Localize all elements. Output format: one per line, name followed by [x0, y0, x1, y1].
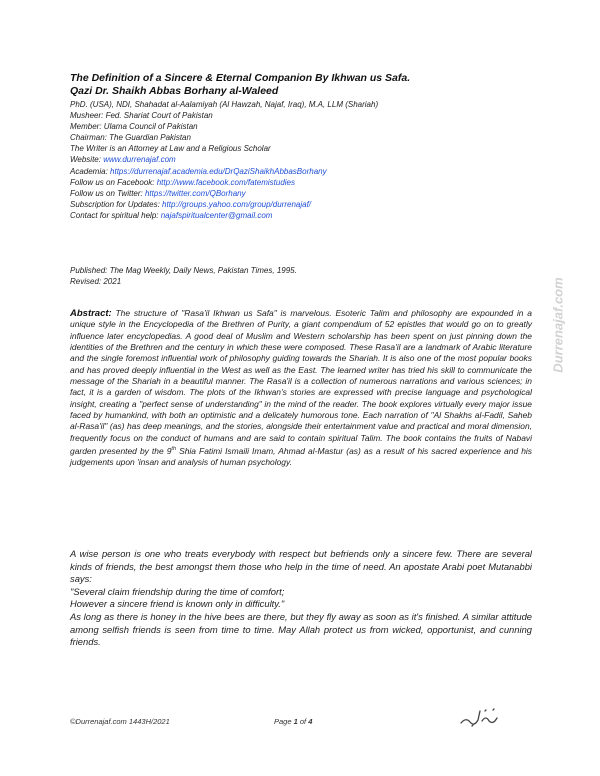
- subscription-label: Subscription for Updates:: [70, 199, 163, 209]
- body-text: [70, 548, 532, 649]
- facebook-label: Follow us on Facebook:: [70, 177, 157, 187]
- website-line: [70, 154, 378, 165]
- twitter-label: Follow us on Twitter:: [70, 188, 145, 198]
- footer-page-number: [274, 717, 312, 726]
- contact-line: [70, 210, 378, 221]
- subscription-line: [70, 199, 378, 210]
- page-prefix: Page: [274, 717, 294, 726]
- published-line: Published: The Mag Weekly, Daily News, Pakistan Times, 1995.: [70, 266, 297, 275]
- poem-line-1: "Several claim friendship during the time of comfort;: [70, 585, 285, 597]
- author-name: Qazi Dr. Shaikh Abbas Borhany al-Waleed: [70, 85, 279, 97]
- document-title: The Definition of a Sincere & Eternal Companion By Ikhwan us Safa.: [70, 72, 411, 84]
- musheer-line: Musheer: Fed. Shariat Court of Pakistan: [70, 111, 213, 121]
- footer-copyright: ©Durrenajaf.com 1443H/2021: [70, 717, 170, 726]
- author-credentials: [70, 99, 378, 221]
- calligraphy-logo: [458, 705, 502, 729]
- website-link[interactable]: www.durrenajaf.com: [103, 155, 176, 165]
- page-total: 4: [308, 717, 313, 726]
- page-current: 1: [293, 717, 298, 726]
- abstract-text: The structure of "Rasa'il Ikhwan us Safa" is marvelous. Esoteric Talim and philosophy are expounded in a unique style in the Encyclopedia of the Brethren of Purity, a giant compendium of 52 epistles that would go on to greatly influence later encyclopedias. A good deal of Muslim and Western scholarship has been spent on just pinning down the identities of the Brethren and the century in which these were composed. These Rasa'il are a landmark of Arabic literature and the single foremost influential work of philosophy guiding towards the Shariah. It is also one of the most popular books and has proved deeply influential in the West as well as the East. The learned writer has tried his skill to communicate the message of the Shariah in a beautiful manner. The Rasa'il is a collection of numerous narrations and various sciences; in fact, it is a garden of wisdom. The plots of the Ikhwan's stories are expressed with precise language and psychological insight, creating a "perfect sense of understanding" in the mind of the reader. The book explores virtually every major issue faced by humankind, with both an optimistic and a delicately humorous tone. Each narration of "Al Shakhs al-Fadil, Saheb al-Rasa'il" (as) has deep meanings, and the stories, alongside their entertainment value and practical and moral dimension, frequently focus on the conduct of humans and are said to contain spiritual Talim. The book contains the fruits of Nabavi garden presented by the 9: [70, 308, 532, 456]
- academia-label: Academia:: [70, 166, 111, 176]
- watermark-text: Durrenajaf.com: [550, 277, 566, 373]
- watermark: [548, 240, 568, 410]
- body-paragraph-2: As long as there is honey in the hive bees are there, but they fly away as soon as it's finished. A similar attitude among selfish friends is seen from time to time. May Allah protect us from wicked, opportunist, and cunning friends.: [70, 610, 532, 648]
- publication-info: [70, 265, 297, 287]
- chairman-line: Chairman: The Guardian Pakistan: [70, 133, 191, 143]
- member-line: Member: Ulama Council of Pakistan: [70, 122, 198, 132]
- facebook-line: [70, 177, 378, 188]
- revised-line: Revised: 2021: [70, 277, 122, 286]
- subscription-link[interactable]: http://groups.yahoo.com/group/durrenajaf/: [162, 199, 312, 209]
- website-label: Website:: [70, 155, 104, 165]
- contact-email-link[interactable]: najafspiritualcenter@gmail.com: [160, 210, 273, 220]
- academia-line: [70, 166, 378, 177]
- twitter-link[interactable]: https://twitter.com/QBorhany: [144, 188, 246, 198]
- page-of: of: [297, 717, 309, 726]
- abstract-label: Abstract:: [70, 308, 112, 319]
- twitter-line: [70, 188, 378, 199]
- academia-link[interactable]: https://durrenajaf.academia.edu/DrQaziShaikhAbbasBorhany: [110, 166, 327, 176]
- writer-line: The Writer is an Attorney at Law and a Religious Scholar: [70, 144, 271, 154]
- facebook-link[interactable]: http://www.facebook.com/fatemistudies: [156, 177, 296, 187]
- poem-line-2: However a sincere friend is known only in difficulty.": [70, 598, 285, 610]
- abstract-paragraph: [70, 308, 532, 469]
- body-paragraph-1: A wise person is one who treats everybody with respect but befriends only a sincere few. There are several kinds of friends, the best amongst them those who help in the time of need. An apostate Arabi poet Mutanabbi says:: [70, 548, 532, 585]
- abstract-text-end: Shia Fatimi Ismaili Imam, Ahmad al-Mastur (as) as a result of his sacred experience and his judgements upon 'insan and analysis of human psychology.: [70, 445, 532, 468]
- degrees-line: PhD. (USA), NDI, Shahadat al-Aalamiyah (Al Hawzah, Najaf, Iraq), M.A, LLM (Shariah): [70, 100, 379, 109]
- ordinal-suffix: th: [171, 446, 177, 453]
- contact-label: Contact for spiritual help:: [70, 210, 161, 220]
